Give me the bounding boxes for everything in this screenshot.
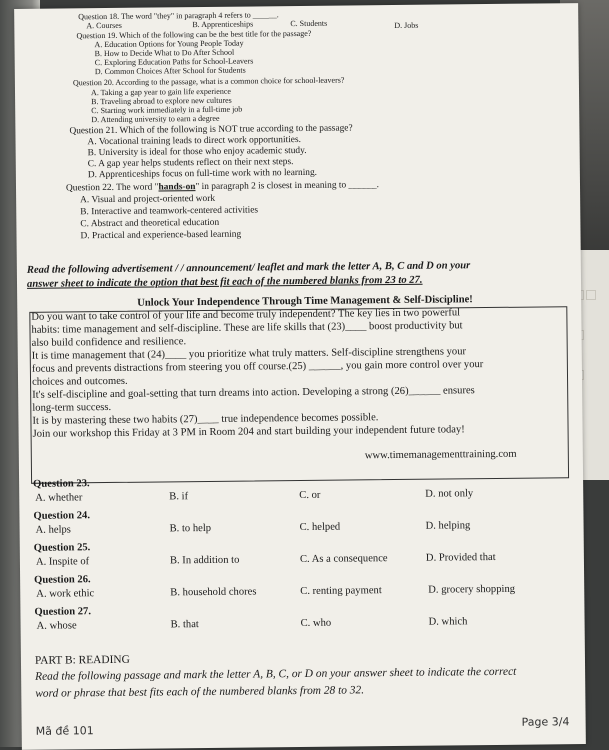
advert-line-6: choices and outcomes. <box>31 375 128 388</box>
advert-line-2: habits: time management and self-discipline. These are life skills that (23)____ boost productivity but <box>31 320 463 336</box>
advert-line-9: It is by mastering these two habits (27)____ true independence becomes possible. <box>32 412 379 427</box>
part-b-instruction-1: Read the following passage and mark the letter A, B, C, or D on your answer sheet to indicate the correct <box>35 665 517 683</box>
part-b-instruction-2: word or phrase that best fits each of the numbered blanks from 28 to 32. <box>35 684 365 700</box>
part-b-heading: PART B: READING <box>34 653 130 667</box>
q26-label: Question 26. <box>34 574 91 586</box>
q27-label: Question 27. <box>34 606 92 618</box>
advert-line-4: It is time management that (24)____ you prioritize what truly matters. Self-discipline strengthens your <box>31 346 467 362</box>
q25-option-b: B. In addition to <box>169 554 240 567</box>
q21-option-a: A. Vocational training leads to direct work opportunities. <box>87 134 301 148</box>
q22-keyword: hands-on <box>158 182 196 193</box>
q24-option-d: D. helping <box>425 520 471 532</box>
q24-option-a: A. helps <box>35 524 71 536</box>
q18-option-b: B. Apprenticeships <box>192 19 254 30</box>
q19-option-a: A. Education Options for Young People Today <box>94 38 244 50</box>
instruction-line-1: Read the following advertisement / / announcement/ leaflet and mark the letter A, B, C and D on your <box>26 260 471 276</box>
advert-line-7: It's self-discipline and goal-setting that turn dreams into action. Developing a strong (26)______ ensures <box>32 385 475 401</box>
advert-line-1: Do you want to take control of your life and become truly independent? The key lies in two powerful <box>31 307 461 323</box>
q19-option-d: D. Common Choices After School for Students <box>94 65 246 77</box>
q23-option-b: B. if <box>169 491 189 503</box>
q25-option-d: D. Provided that <box>425 551 496 564</box>
q25-option-c: C. As a consequence <box>299 553 388 566</box>
q18-option-c: C. Students <box>290 18 328 29</box>
q20-option-b: B. Traveling abroad to explore new cultures <box>91 95 232 107</box>
q19-stem: Question 19. Which of the following can be the best title for the passage? <box>76 28 312 41</box>
q20-option-c: C. Starting work immediately in a full-time job <box>91 104 243 116</box>
advert-title: Unlock Your Independence Through Time Management & Self-Discipline! <box>137 294 473 309</box>
q21-option-c: C. A gap year helps students reflect on their next steps. <box>87 157 294 170</box>
q21-stem: Question 21. Which of the following is NOT true according to the passage? <box>69 123 353 137</box>
q20-option-d: D. Attending university to earn a degree <box>91 113 220 125</box>
q23-label: Question 23. <box>33 478 90 490</box>
advert-line-8: long-term success. <box>32 401 112 414</box>
q27-option-b: B. that <box>170 619 199 631</box>
q18-option-d: D. Jobs <box>394 20 419 30</box>
q22-option-a: A. Visual and project-oriented work <box>80 193 216 206</box>
q23-option-d: D. not only <box>425 488 474 500</box>
advert-line-10: Join our workshop this Friday at 3 PM in Room 204 and start building your independent future today! <box>32 424 465 440</box>
q20-stem: Question 20. According to the passage, what is a common choice for school-leavers? <box>72 75 345 88</box>
q24-option-b: B. to help <box>169 522 212 535</box>
q27-option-d: D. which <box>428 616 468 628</box>
q22-stem: Question 22. The word "hands-on" in paragraph 2 is closest in meaning to ______. <box>65 180 380 194</box>
q22-option-b: B. Interactive and teamwork-centered activities <box>80 205 259 218</box>
q19-option-c: C. Exploring Education Paths for School-Leavers <box>94 56 254 68</box>
q26-option-b: B. household chores <box>170 586 257 599</box>
exam-code: Mã đề 101 <box>35 724 94 738</box>
q26-option-a: A. work ethic <box>36 588 95 600</box>
instruction-line-2: answer sheet to indicate the option that best fit each of the numbered blanks from 23 to 27. <box>26 274 423 290</box>
q18-stem: Question 18. The word "they" in paragraph 4 refers to ______. <box>78 10 279 22</box>
advert-line-5: focus and prevents distractions from steering you off course.(25) ______, you gain more control over your <box>31 359 484 375</box>
q27-option-a: A. whose <box>36 620 77 632</box>
q26-option-c: C. renting payment <box>300 585 382 598</box>
q21-option-d: D. Apprenticeships focus on full-time work with no learning. <box>87 167 318 181</box>
q20-option-a: A. Taking a gap year to gain life experience <box>90 86 231 98</box>
q25-label: Question 25. <box>33 542 91 554</box>
page-number: Page 3/4 <box>521 715 570 729</box>
q22-option-c: C. Abstract and theoretical education <box>80 217 220 230</box>
q21-option-b: B. University is ideal for those who enjoy academic study. <box>87 145 307 159</box>
q24-label: Question 24. <box>33 510 91 522</box>
q23-option-c: C. or <box>299 489 321 502</box>
advert-line-3: also build confidence and resilience. <box>31 336 187 349</box>
q24-option-c: C. helped <box>299 521 341 534</box>
q23-option-a: A. whether <box>35 492 83 504</box>
q18-option-a: A. Courses <box>86 20 122 31</box>
advert-website: www.timemanagementtraining.com <box>364 448 517 462</box>
q19-option-b: B. How to Decide What to Do After School <box>94 47 235 59</box>
q25-option-a: A. Inspite of <box>35 556 90 568</box>
q27-option-c: C. who <box>300 617 332 630</box>
q22-option-d: D. Practical and experience-based learning <box>80 229 242 242</box>
exam-page <box>14 3 586 750</box>
q26-option-d: D. grocery shopping <box>428 583 516 596</box>
